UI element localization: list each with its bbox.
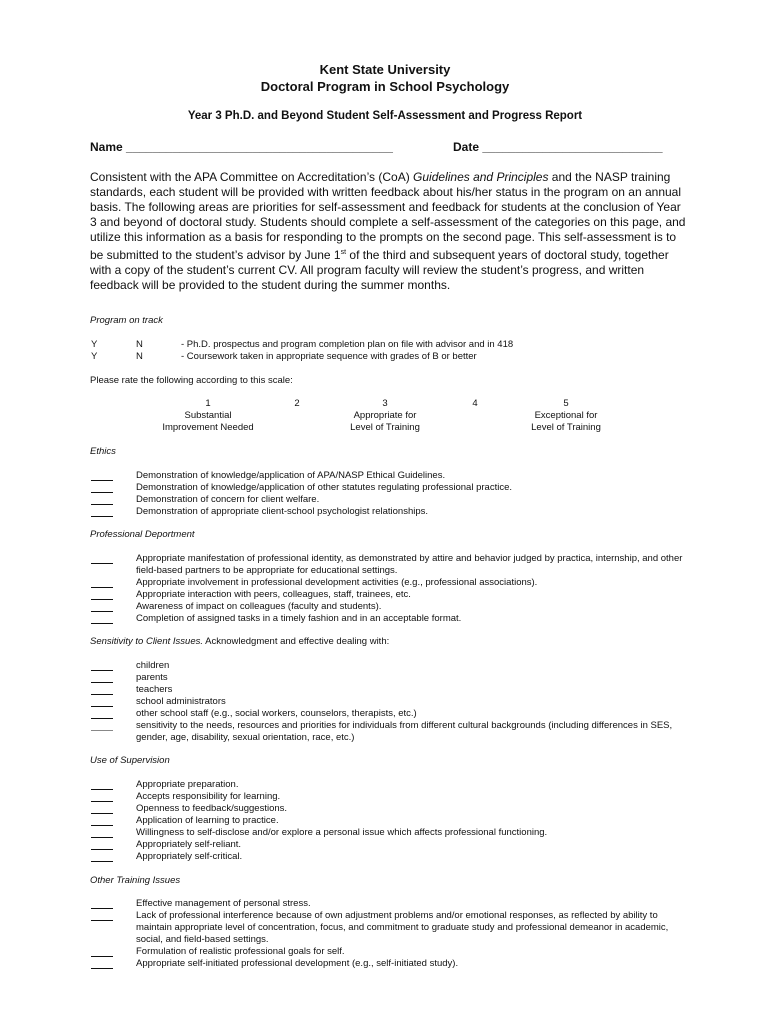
other-rating-2[interactable] [91,920,113,921]
supervision-rating-7[interactable] [91,861,113,862]
track-row-1-text: - Ph.D. prospectus and program completion plan on file with advisor and in 418 [181,339,514,350]
scale-point-1-line1: Substantial [184,410,232,421]
ethics-item-4: Demonstration of appropriate client-school psychologist relationships. [136,506,429,517]
scale-point-4-num: 4 [472,398,478,409]
date-field[interactable]: Date ___________________________ [453,140,663,154]
supervision-item-4: Application of learning to practice. [136,815,279,826]
scale-point-2 [277,398,317,409]
supervision-rating-5[interactable] [91,837,113,838]
scale-point-3-line1: Appropriate for [353,410,417,421]
ethics-heading: Ethics [90,446,116,457]
supervision-rating-2[interactable] [91,801,113,802]
scale-intro: Please rate the following according to this scale: [90,375,293,386]
sensitivity-rating-4[interactable] [91,706,113,707]
ethics-rating-4[interactable] [91,516,113,517]
scale-point-5-line1: Exceptional for [534,410,598,421]
other-rating-3[interactable] [91,956,113,957]
supervision-rating-4[interactable] [91,825,113,826]
scale-point-5 [506,398,626,433]
name-field[interactable]: Name ________________________________________ [90,140,393,154]
intro-sup: st [340,249,347,256]
report-title: Year 3 Ph.D. and Beyond Student Self-Assessment and Progress Report [187,110,583,122]
scale-point-1-line2: Improvement Needed [162,422,254,433]
other-item-1: Effective management of personal stress. [136,898,311,909]
sensitivity-rating-5[interactable] [91,718,113,719]
supervision-rating-3[interactable] [91,813,113,814]
deportment-rating-4[interactable] [91,611,113,612]
scale-point-2-num: 2 [294,398,300,409]
track-row-2-y[interactable]: Y [91,351,98,362]
deportment-item-4: Awareness of impact on colleagues (faculty and students). [136,601,382,612]
deportment-heading: Professional Deportment [90,529,195,540]
supervision-item-3: Openness to feedback/suggestions. [136,803,288,814]
intro-italic: Guidelines and Principles [413,170,549,184]
supervision-item-2: Accepts responsibility for learning. [136,791,281,802]
scale-point-3 [325,398,445,433]
scale-point-3-line2: Level of Training [350,422,420,433]
sensitivity-heading [90,636,389,647]
deportment-rating-1[interactable] [91,563,113,564]
other-item-2: Lack of professional interference because of own adjustment problems and/or emotional responses, as reflected by ability to maintain appropriate level of concentration, focus, and commitment to graduate study and professional demeanor in academic, social, and field-based settings. [136,910,669,945]
scale-point-5-line2: Level of Training [531,422,601,433]
other-heading: Other Training Issues [90,875,181,886]
other-item-3: Formulation of realistic professional goals for self. [136,946,345,957]
program-title: Doctoral Program in School Psychology [260,79,510,94]
sensitivity-item-1: children [136,660,170,671]
sensitivity-item-4: school administrators [136,696,226,707]
track-row-1-n[interactable]: N [136,339,143,350]
supervision-item-6: Appropriately self-reliant. [136,839,242,850]
other-item-4: Appropriate self-initiated professional development (e.g., self-initiated study). [136,958,459,969]
sensitivity-item-6: sensitivity to the needs, resources and priorities for individuals from different cultural backgrounds (including differences in SES, gender, age, disability, sexual orientation, race, etc.) [136,720,673,743]
sensitivity-rating-1[interactable] [91,670,113,671]
sensitivity-rating-3[interactable] [91,694,113,695]
supervision-heading: Use of Supervision [90,755,170,766]
sensitivity-heading-rest: Acknowledgment and effective dealing with: [203,636,390,647]
ethics-rating-2[interactable] [91,492,113,493]
scale-point-1-num: 1 [205,398,211,409]
supervision-item-7: Appropriately self-critical. [136,851,243,862]
track-row-1-y[interactable]: Y [91,339,98,350]
ethics-item-2: Demonstration of knowledge/application of other statutes regulating professional practice. [136,482,512,493]
deportment-rating-5[interactable] [91,623,113,624]
other-rating-1[interactable] [91,908,113,909]
other-rating-4[interactable] [91,968,113,969]
university-title: Kent State University [319,62,451,77]
program-on-track-heading: Program on track [90,315,163,326]
sensitivity-rating-2[interactable] [91,682,113,683]
supervision-item-1: Appropriate preparation. [136,779,239,790]
track-row-2-n[interactable]: N [136,351,143,362]
ethics-rating-3[interactable] [91,504,113,505]
supervision-item-5: Willingness to self-disclose and/or explore a personal issue which affects professional functioning. [136,827,548,838]
deportment-item-1: Appropriate manifestation of professional identity, as demonstrated by attire and behavior judged by practica, internship, and other field-based partners to be appropriate for educational settings. [136,553,683,576]
scale-point-3-num: 3 [382,398,388,409]
intro-part3: of the third and subsequent years of doctoral study, together with a copy of the student’s current CV. All program faculty will review the student’s progress, and written feedback will be provided to the student during the summer months. [90,248,669,292]
deportment-rating-2[interactable] [91,587,113,588]
sensitivity-heading-italic: Sensitivity to Client Issues. [90,636,203,647]
supervision-rating-6[interactable] [91,849,113,850]
deportment-item-5: Completion of assigned tasks in a timely fashion and in an acceptable format. [136,613,462,624]
supervision-rating-1[interactable] [91,789,113,790]
intro-part1: Consistent with the APA Committee on Accreditation’s (CoA) [90,170,414,184]
sensitivity-rating-6[interactable] [91,730,113,731]
scale-point-5-num: 5 [563,398,569,409]
ethics-item-1: Demonstration of knowledge/application of APA/NASP Ethical Guidelines. [136,470,446,481]
intro-paragraph [90,170,690,293]
intro-part2: and the NASP training standards, each student will be provided with written feedback about his/her status in the program on an annual basis. The following areas are priorities for self-assessment and feedback for students at the conclusion of Year 3 and beyond of doctoral study. Students should complete a self-assessment of the categories on this page, and utilize this information as a basis for responding to the prompts on the second page. This self-assessment is to be submitted to the student’s advisor by June 1 [90,170,686,262]
sensitivity-item-5: other school staff (e.g., social workers, counselors, therapists, etc.) [136,708,417,719]
sensitivity-item-2: parents [136,672,168,683]
scale-point-4 [455,398,495,409]
ethics-item-3: Demonstration of concern for client welfare. [136,494,320,505]
scale-point-1 [148,398,268,433]
deportment-item-3: Appropriate interaction with peers, colleagues, staff, trainees, etc. [136,589,411,600]
sensitivity-item-3: teachers [136,684,173,695]
track-row-2-text: - Coursework taken in appropriate sequence with grades of B or better [181,351,477,362]
ethics-rating-1[interactable] [91,480,113,481]
deportment-rating-3[interactable] [91,599,113,600]
deportment-item-2: Appropriate involvement in professional development activities (e.g., professional associations). [136,577,538,588]
